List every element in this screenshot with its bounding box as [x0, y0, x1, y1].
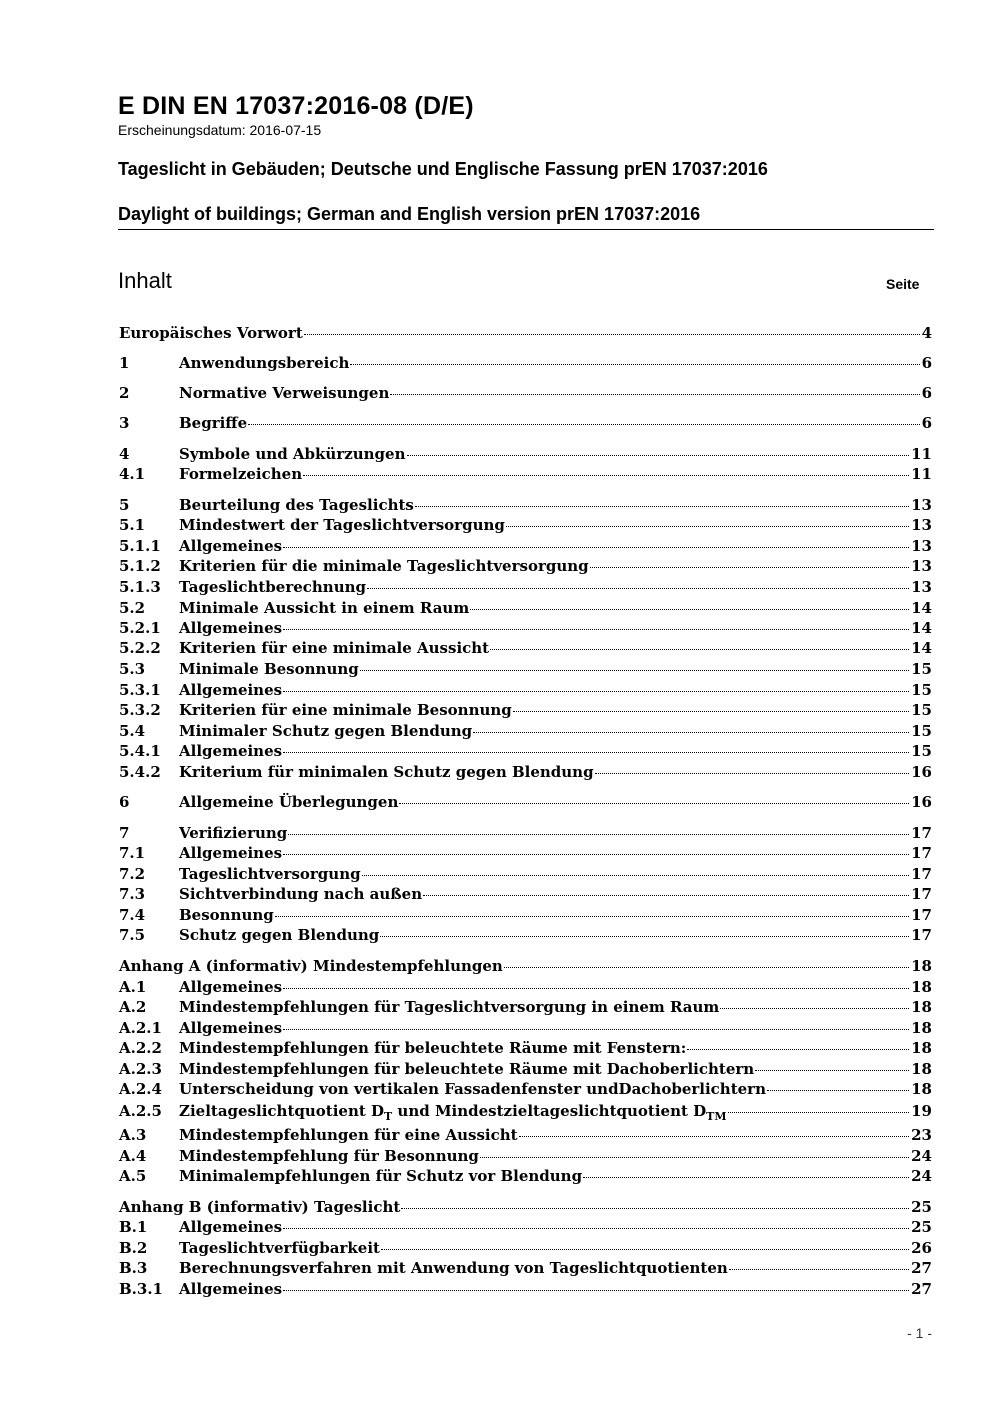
toc-heading: Inhalt	[118, 268, 172, 293]
toc-entry-page: 25	[911, 1198, 932, 1216]
toc-entry[interactable]	[119, 843, 932, 863]
toc-entry-number: A.2.1	[119, 1019, 162, 1037]
toc-entry[interactable]	[119, 536, 932, 556]
toc-entry-title: Mindestempfehlungen für beleuchtete Räume mit Fenstern:	[179, 1039, 687, 1057]
toc-dot-leader	[473, 732, 909, 733]
toc-entry-number: A.4	[119, 1147, 147, 1165]
toc-entry-page: 15	[911, 701, 932, 719]
toc-dot-leader	[248, 424, 919, 425]
toc-entry-page: 11	[911, 465, 932, 483]
toc-dot-leader	[390, 394, 919, 395]
toc-entry-number: 5.2.2	[119, 639, 161, 657]
toc-entry-title: Mindestempfehlungen für beleuchtete Räume mit Dachoberlichtern	[179, 1060, 755, 1078]
toc-dot-leader	[470, 609, 909, 610]
toc-entry-title: Schutz gegen Blendung	[179, 926, 380, 944]
toc-entry[interactable]	[119, 638, 932, 658]
toc-entry-page: 25	[911, 1218, 932, 1236]
toc-entry-page: 26	[911, 1239, 932, 1257]
toc-entry-page: 6	[921, 414, 932, 432]
toc-entry-page: 18	[911, 1060, 932, 1078]
toc-entry-title: Tageslichtberechnung	[179, 578, 367, 596]
toc-dot-leader	[407, 455, 910, 456]
toc-entry-number: B.3	[119, 1259, 148, 1277]
toc-entry-page: 24	[911, 1147, 932, 1165]
toc-entry-page: 17	[911, 926, 932, 944]
toc-entry-title: Sichtverbindung nach außen	[179, 885, 423, 903]
toc-entry-page: 27	[911, 1259, 932, 1277]
toc-entry-page: 15	[911, 742, 932, 760]
toc-entry-title: Mindestempfehlung für Besonnung	[179, 1147, 479, 1165]
toc-entry-page: 13	[911, 496, 932, 514]
toc-entry[interactable]	[119, 956, 932, 976]
toc-entry-number: A.1	[119, 978, 147, 996]
toc-entry-title: Kriterien für eine minimale Aussicht	[179, 639, 490, 657]
toc-entry-number: 7.2	[119, 865, 146, 883]
toc-entry-page: 17	[911, 844, 932, 862]
title-english: Daylight of buildings; German and English version prEN 17037:2016	[118, 204, 701, 224]
toc-entry[interactable]	[119, 1258, 932, 1278]
toc-entry[interactable]	[119, 762, 932, 782]
toc-entry-page: 15	[911, 681, 932, 699]
toc-dot-leader	[595, 773, 910, 774]
toc-entry[interactable]	[119, 905, 932, 925]
toc-entry-page: 13	[911, 578, 932, 596]
toc-entry[interactable]	[119, 884, 932, 904]
toc-entry-page: 13	[911, 516, 932, 534]
toc-entry-page: 24	[911, 1167, 932, 1185]
toc-entry-number: 7.5	[119, 926, 146, 944]
toc-entry[interactable]	[119, 925, 932, 945]
toc-dot-leader	[360, 670, 909, 671]
toc-entry-title: Allgemeines	[179, 844, 283, 862]
toc-entry-title: Allgemeines	[179, 1280, 283, 1298]
toc-entry-title: Zieltageslichtquotient $D_T$ und Mindestzieltageslichtquotient $D_{TM}$	[179, 1102, 727, 1123]
toc-dot-leader	[283, 547, 909, 548]
toc-dot-leader	[767, 1090, 909, 1091]
toc-entry-title: Kriterien für die minimale Tageslichtversorgung	[179, 557, 589, 575]
toc-dot-leader	[513, 711, 909, 712]
toc-entry[interactable]	[119, 495, 932, 515]
toc-dot-leader	[304, 334, 920, 335]
toc-entry-page: 23	[911, 1126, 932, 1144]
toc-page-column-heading: Seite	[886, 276, 920, 292]
toc-entry-number: 3	[119, 414, 130, 432]
toc-entry-page: 6	[921, 354, 932, 372]
toc-entry-page: 15	[911, 722, 932, 740]
toc-entry-page: 18	[911, 978, 932, 996]
toc-entry[interactable]	[119, 577, 932, 597]
subscript: TM	[706, 1110, 727, 1123]
toc-entry-title: Mindestwert der Tageslichtversorgung	[179, 516, 505, 534]
toc-entry[interactable]	[119, 464, 932, 484]
publication-date: Erscheinungsdatum: 2016-07-15	[118, 122, 322, 138]
toc-entry[interactable]	[119, 1166, 932, 1186]
toc-entry[interactable]	[119, 1038, 932, 1058]
toc-dot-leader	[399, 803, 909, 804]
toc-entry-number: A.2	[119, 998, 147, 1016]
toc-entry-title: Allgemeines	[179, 537, 283, 555]
toc-entry-number: 5.2.1	[119, 619, 161, 637]
toc-entry[interactable]	[119, 680, 932, 700]
toc-entry-title: Unterscheidung von vertikalen Fassadenfenster undDachoberlichtern	[179, 1080, 766, 1098]
toc-entry-number: Anhang A (informativ) Mindestempfehlungen	[119, 957, 503, 975]
toc-entry-title: Kriterien für eine minimale Besonnung	[179, 701, 512, 719]
toc-entry-number: A.2.2	[119, 1039, 162, 1057]
toc-entry[interactable]	[119, 1279, 932, 1299]
toc-dot-leader	[283, 691, 909, 692]
toc-entry[interactable]	[119, 1018, 932, 1038]
toc-entry-number: 5.1	[119, 516, 146, 534]
toc-dot-leader	[583, 1177, 909, 1178]
toc-dot-leader	[480, 1157, 909, 1158]
document-title: E DIN EN 17037:2016-08 (D/E)	[118, 92, 474, 120]
toc-entry-page: 18	[911, 1039, 932, 1057]
toc-dot-leader	[519, 1136, 910, 1137]
toc-entry-number: A.2.5	[119, 1102, 162, 1120]
toc-entry-title: Berechnungsverfahren mit Anwendung von Tageslichtquotienten	[179, 1259, 728, 1277]
toc-dot-leader	[283, 629, 909, 630]
toc-entry-page: 13	[911, 557, 932, 575]
toc-entry[interactable]	[119, 1125, 932, 1145]
toc-entry-number: 4	[119, 445, 130, 463]
toc-dot-leader	[303, 475, 909, 476]
toc-entry-page: 19	[911, 1102, 932, 1120]
toc-entry-number: 7	[119, 824, 130, 842]
toc-dot-leader	[275, 916, 909, 917]
toc-entry[interactable]	[119, 383, 932, 403]
toc-entry-page: 16	[911, 793, 932, 811]
toc-entry[interactable]	[119, 444, 932, 464]
toc-entry-number: 5.1.1	[119, 537, 161, 555]
toc-entry[interactable]	[119, 598, 932, 618]
toc-entry[interactable]	[119, 864, 932, 884]
toc-entry-page: 11	[911, 445, 932, 463]
toc-entry[interactable]	[119, 515, 932, 535]
title-german: Tageslicht in Gebäuden; Deutsche und Englische Fassung prEN 17037:2016	[118, 159, 768, 179]
toc-dot-leader	[283, 988, 909, 989]
page-number: - 1 -	[907, 1325, 932, 1341]
toc-entry-number: 5.3	[119, 660, 146, 678]
toc-entry-number: 2	[119, 384, 130, 402]
toc-entry-number: B.3.1	[119, 1280, 163, 1298]
toc-entry[interactable]	[119, 1146, 932, 1166]
toc-entry[interactable]	[119, 618, 932, 638]
toc-dot-leader	[687, 1049, 909, 1050]
toc-entry-page: 14	[911, 639, 932, 657]
toc-dot-leader	[350, 364, 919, 365]
toc-entry[interactable]	[119, 997, 932, 1017]
toc-dot-leader	[381, 1249, 909, 1250]
toc-entry-number: A.5	[119, 1167, 147, 1185]
toc-dot-leader	[755, 1070, 909, 1071]
toc-entry-title: Formelzeichen	[179, 465, 303, 483]
toc-dot-leader	[504, 967, 909, 968]
toc-entry-number: 7.4	[119, 906, 146, 924]
toc-entry[interactable]	[119, 700, 932, 720]
toc-dot-leader	[283, 1290, 909, 1291]
toc-entry[interactable]	[119, 323, 932, 343]
toc-entry[interactable]	[119, 977, 932, 997]
toc-entry-title: Tageslichtversorgung	[179, 865, 361, 883]
toc-entry[interactable]	[119, 1059, 932, 1079]
toc-entry-number: 6	[119, 793, 130, 811]
toc-entry-number: A.2.4	[119, 1080, 162, 1098]
toc-entry-title: Begriffe	[179, 414, 248, 432]
toc-entry-number: 5.3.1	[119, 681, 161, 699]
toc-entry-number: 5.4.2	[119, 763, 161, 781]
toc-entry-page: 18	[911, 1019, 932, 1037]
toc-entry-title: Beurteilung des Tageslichts	[179, 496, 414, 514]
toc-entry-title: Minimale Aussicht in einem Raum	[179, 599, 470, 617]
toc-dot-leader	[367, 588, 909, 589]
toc-entry[interactable]	[119, 1101, 932, 1121]
toc-dot-leader	[401, 1208, 909, 1209]
toc-entry-page: 4	[921, 324, 932, 342]
toc-entry-number: 1	[119, 354, 130, 372]
toc-entry[interactable]	[119, 1217, 932, 1237]
toc-entry[interactable]	[119, 741, 932, 761]
toc-entry-number: 5.1.2	[119, 557, 161, 575]
toc-entry-page: 17	[911, 824, 932, 842]
toc-entry-title: Allgemeines	[179, 1019, 283, 1037]
toc-dot-leader	[423, 895, 909, 896]
toc-entry-page: 17	[911, 885, 932, 903]
toc-entry-title: Kriterium für minimalen Schutz gegen Blendung	[179, 763, 594, 781]
toc-entry-number: Anhang B (informativ) Tageslicht	[119, 1198, 401, 1216]
subscript: T	[384, 1110, 393, 1123]
toc-dot-leader	[283, 1228, 909, 1229]
toc-entry-title: Allgemeines	[179, 681, 283, 699]
toc-entry[interactable]	[119, 659, 932, 679]
toc-entry[interactable]	[119, 792, 932, 812]
toc-entry-page: 14	[911, 599, 932, 617]
toc-entry-title: Anwendungsbereich	[179, 354, 350, 372]
toc-entry-title: Symbole und Abkürzungen	[179, 445, 406, 463]
toc-entry-number: B.2	[119, 1239, 148, 1257]
toc-entry-page: 18	[911, 957, 932, 975]
toc-entry-title: Minimale Besonnung	[179, 660, 359, 678]
toc-entry-title: Allgemeine Überlegungen	[179, 793, 399, 811]
toc-entry-title: Minimalempfehlungen für Schutz vor Blendung	[179, 1167, 583, 1185]
toc-entry-number: 7.1	[119, 844, 146, 862]
toc-entry-number: 5.2	[119, 599, 146, 617]
toc-entry[interactable]	[119, 556, 932, 576]
toc-entry[interactable]	[119, 1197, 932, 1217]
toc-dot-leader	[506, 526, 909, 527]
toc-entry-title: Besonnung	[179, 906, 274, 924]
toc-entry-page: 27	[911, 1280, 932, 1298]
toc-entry-title: Tageslichtverfügbarkeit	[179, 1239, 380, 1257]
toc-dot-leader	[362, 875, 910, 876]
toc-entry-title: Normative Verweisungen	[179, 384, 390, 402]
toc-entry-title: Mindestempfehlungen für Tageslichtversorgung in einem Raum	[179, 998, 720, 1016]
toc-entry-number: 5.3.2	[119, 701, 161, 719]
toc-dot-leader	[415, 506, 909, 507]
toc-entry[interactable]	[119, 823, 932, 843]
toc-entry-title: Verifizierung	[179, 824, 288, 842]
toc-entry-title: Allgemeines	[179, 619, 283, 637]
toc-entry-number: Europäisches Vorwort	[119, 324, 303, 342]
toc-entry-page: 17	[911, 865, 932, 883]
toc-entry[interactable]	[119, 721, 932, 741]
toc-dot-leader	[283, 854, 909, 855]
toc-entry-number: A.2.3	[119, 1060, 162, 1078]
toc-entry-title: Allgemeines	[179, 742, 283, 760]
toc-dot-leader	[729, 1269, 909, 1270]
toc-entry-title: Allgemeines	[179, 978, 283, 996]
toc-entry-number: A.3	[119, 1126, 147, 1144]
toc-entry-page: 13	[911, 537, 932, 555]
toc-entry-page: 16	[911, 763, 932, 781]
toc-entry-number: 5.4.1	[119, 742, 161, 760]
toc-dot-leader	[283, 752, 909, 753]
title-divider	[118, 229, 934, 230]
toc-dot-leader	[728, 1112, 910, 1113]
toc-entry[interactable]	[119, 1238, 932, 1258]
toc-entry-number: 4.1	[119, 465, 146, 483]
toc-entry-page: 15	[911, 660, 932, 678]
toc-dot-leader	[380, 936, 909, 937]
toc-dot-leader	[720, 1008, 909, 1009]
toc-entry-number: 5.1.3	[119, 578, 161, 596]
toc-entry[interactable]	[119, 413, 932, 433]
toc-entry-title: Mindestempfehlungen für eine Aussicht	[179, 1126, 518, 1144]
toc-entry-number: 7.3	[119, 885, 146, 903]
toc-entry[interactable]	[119, 1079, 932, 1099]
toc-dot-leader	[283, 1029, 909, 1030]
toc-entry[interactable]	[119, 353, 932, 373]
toc-entry-title: Allgemeines	[179, 1218, 283, 1236]
toc-entry-number: 5	[119, 496, 130, 514]
toc-dot-leader	[288, 834, 909, 835]
toc-entry-page: 17	[911, 906, 932, 924]
toc-entry-number: B.1	[119, 1218, 148, 1236]
toc-entry-page: 6	[921, 384, 932, 402]
toc-entry-title: Minimaler Schutz gegen Blendung	[179, 722, 473, 740]
toc-dot-leader	[590, 567, 909, 568]
toc-entry-number: 5.4	[119, 722, 146, 740]
toc-entry-page: 18	[911, 998, 932, 1016]
toc-entry-page: 18	[911, 1080, 932, 1098]
toc-dot-leader	[490, 649, 909, 650]
toc-entry-page: 14	[911, 619, 932, 637]
